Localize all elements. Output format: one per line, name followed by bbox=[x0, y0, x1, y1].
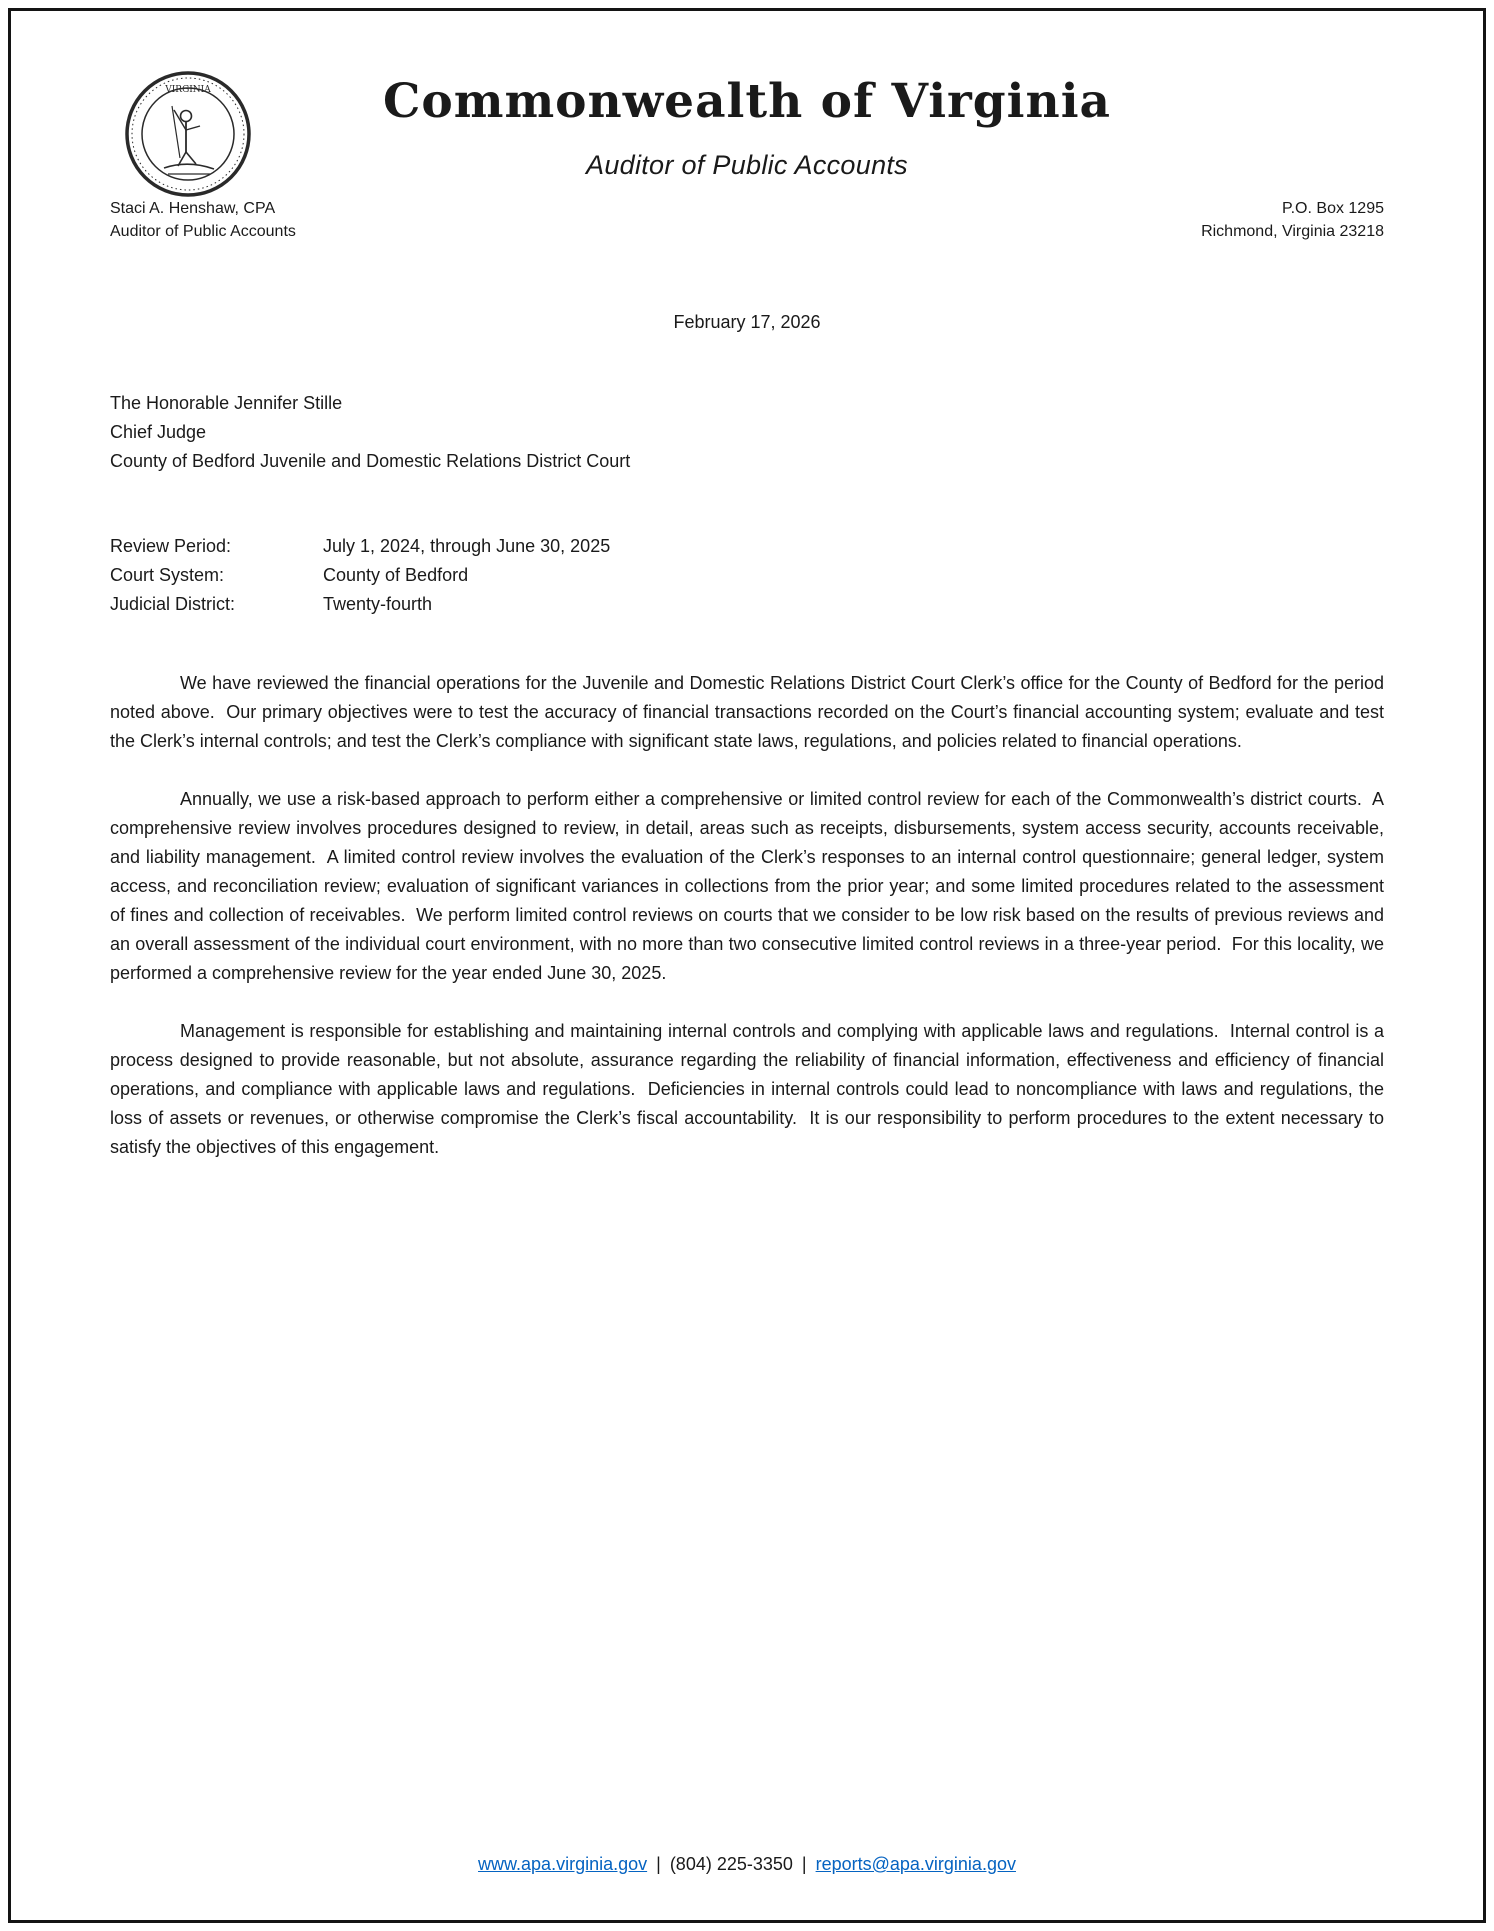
detail-label-court-system: Court System: bbox=[110, 565, 225, 585]
recipient-organization: County of Bedford Juvenile and Domestic Relations District Court bbox=[110, 451, 631, 471]
official-block bbox=[110, 197, 296, 243]
review-details bbox=[110, 532, 1384, 619]
phone-number: (804) 225-3350 bbox=[669, 1854, 793, 1874]
title-block bbox=[110, 62, 1384, 181]
address-po-box: P.O. Box 1295 bbox=[1282, 199, 1384, 217]
paragraph-management-responsibility: Management is responsible for establishing and maintaining internal controls and complying with applicable laws and regulations. Internal control is a process designed to provide reasonable, but not absolute, assurance regarding the reliability of financial information, effectiveness and efficiency of financial operations, and compliance with applicable laws and regulations. Deficiencies in internal controls could lead to noncompliance with laws and regulations, the loss of assets or revenues, or otherwise compromise the Clerk’s fiscal accountability. It is our responsibility to perform procedures to the extent necessary to satisfy the objectives of this engagement. bbox=[110, 1021, 1390, 1157]
recipient-name: The Honorable Jennifer Stille bbox=[110, 393, 343, 413]
detail-label-review-period: Review Period: bbox=[110, 536, 232, 556]
recipient-title: Chief Judge bbox=[110, 422, 207, 442]
letter-date: February 17, 2026 bbox=[673, 312, 821, 332]
address-city: Richmond, Virginia 23218 bbox=[1201, 222, 1384, 240]
letterhead-row bbox=[110, 197, 1384, 243]
virginia-state-seal-icon bbox=[124, 70, 252, 198]
org-title: Commonwealth of Virginia bbox=[382, 74, 1112, 129]
address-block bbox=[1201, 197, 1384, 243]
footer-separator: | bbox=[801, 1854, 807, 1874]
paragraph-review-approach: Annually, we use a risk-based approach to perform either a comprehensive or limited control review for each of the Commonwealth’s district courts. A comprehensive review involves procedures designed to review, in detail, areas such as receipts, disbursements, system access security, accounts receivable, and liability management. A limited control review involves the evaluation of the Clerk’s responses to an internal control questionnaire; general ledger, system access, and reconciliation review; evaluation of significant variances in collections from the prior year; and some limited procedures related to the assessment of fines and collection of receivables. We perform limited control reviews on courts that we consider to be low risk based on the results of previous reviews and an overall assessment of the individual court environment, with no more than two consecutive limited control reviews in a three-year period. For this locality, we performed a comprehensive review for the year ended June 30, 2025. bbox=[110, 789, 1390, 983]
letter-body bbox=[110, 669, 1390, 1162]
footer-contact bbox=[0, 1854, 1494, 1875]
detail-value-review-period: July 1, 2024, through June 30, 2025 bbox=[323, 536, 611, 556]
detail-label-judicial-district: Judicial District: bbox=[110, 594, 236, 614]
official-name: Staci A. Henshaw, CPA bbox=[110, 199, 276, 217]
org-subtitle: Auditor of Public Accounts bbox=[586, 149, 908, 180]
recipient-block bbox=[110, 389, 1384, 476]
detail-value-judicial-district: Twenty-fourth bbox=[323, 594, 433, 614]
seal-text: VIRGINIA bbox=[165, 85, 211, 95]
email-link[interactable]: reports@apa.virginia.gov bbox=[815, 1854, 1016, 1874]
footer-separator: | bbox=[656, 1854, 661, 1874]
letterhead bbox=[110, 62, 1384, 250]
detail-value-court-system: County of Bedford bbox=[323, 565, 469, 585]
website-link[interactable]: www.apa.virginia.gov bbox=[478, 1854, 648, 1874]
official-title: Auditor of Public Accounts bbox=[110, 222, 296, 240]
paragraph-objectives: We have reviewed the financial operations for the Juvenile and Domestic Relations District Court Clerk’s office for the County of Bedford for the period noted above. Our primary objectives were to test the accuracy of financial transactions recorded on the Court’s financial accounting system; evaluate and test the Clerk’s internal controls; and test the Clerk’s compliance with significant state laws, regulations, and policies related to financial operations. bbox=[110, 673, 1390, 751]
